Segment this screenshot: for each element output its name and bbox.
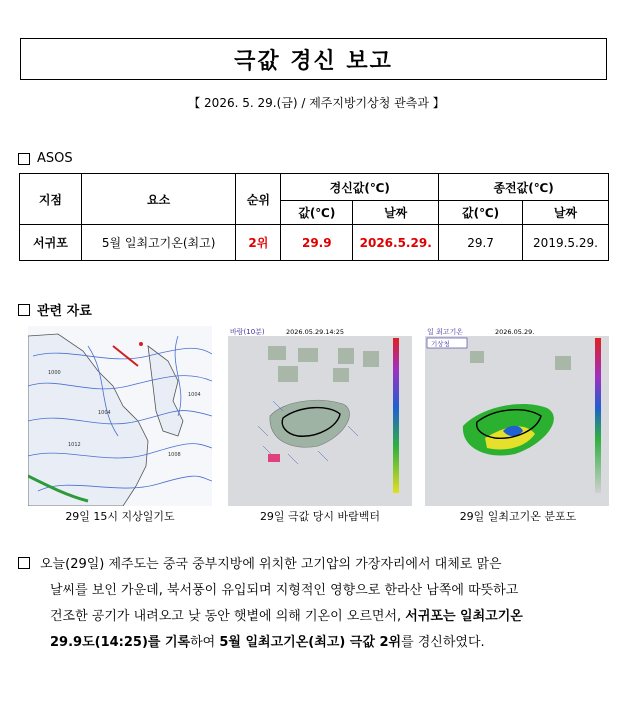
- report-subtitle: 【 2026. 5. 29.(금) / 제주지방기상청 관측과 】: [188, 96, 445, 110]
- wind-map-time: 2026.05.29.14:25: [286, 328, 345, 336]
- cell-rank: 2위: [236, 225, 281, 261]
- checkbox-icon: [18, 304, 30, 316]
- surface-weather-chart: [28, 326, 212, 506]
- related-section-heading: 관련 자료: [18, 300, 92, 319]
- report-title: 극값 경신 보고: [234, 48, 393, 74]
- temp-map-time: 2026.05.29.: [495, 328, 535, 336]
- related-images: [0, 326, 633, 526]
- svg-text:1008: 1008: [168, 452, 181, 458]
- header-new-group: 경신값(℃): [281, 174, 439, 201]
- temp-map-title: 일 최고기온: [427, 328, 464, 336]
- header-prev-date: 날짜: [523, 201, 609, 225]
- header-new-date: 날짜: [353, 201, 439, 225]
- caption-surface-chart: 29일 15시 지상일기도: [65, 510, 175, 523]
- header-prev-group: 종전값(℃): [439, 174, 609, 201]
- summary-paragraph: 오늘(29일) 제주도는 중국 중부지방에 위치한 고기압의 가장자리에서 대체로 맑은 날씨를 보인 가운데, 북서풍이 유입되며 지형적인 영향으로 한라산 남쪽에 따뜻하고 건조한 공기가 내려오고 낮 동안 햇볕에 의해 기온이 오르면서, 서귀포는 일최고기온 29.9도(14:25)를 기록하여 5월 일최고기온(최고) 극값 2위를 경신하였다.: [18, 552, 614, 656]
- svg-text:1012: 1012: [68, 442, 81, 448]
- svg-text:1000: 1000: [48, 370, 61, 376]
- wind-vector-map: [228, 326, 412, 506]
- report-title-box: [20, 38, 607, 80]
- svg-text:1004: 1004: [98, 410, 111, 416]
- header-element: 요소: [81, 174, 236, 225]
- cell-new-date: 2026.5.29.: [353, 225, 439, 261]
- cell-station: 서귀포: [20, 225, 82, 261]
- svg-text:1004: 1004: [188, 392, 201, 398]
- header-station: 지점: [20, 174, 82, 225]
- header-prev-value: 값(℃): [439, 201, 523, 225]
- asos-section-heading: ASOS: [18, 151, 73, 166]
- checkbox-icon: [18, 153, 30, 165]
- cell-prev-value: 29.7: [439, 225, 523, 261]
- caption-temperature-map: 29일 일최고기온 분포도: [459, 510, 577, 523]
- header-rank: 순위: [236, 174, 281, 225]
- caption-wind-vector: 29일 극값 당시 바람벡터: [259, 510, 381, 523]
- max-temperature-map: [425, 326, 609, 506]
- checkbox-icon: [18, 557, 30, 569]
- wind-map-title: 바람(10분): [230, 328, 265, 336]
- cell-element: 5월 일최고기온(최고): [81, 225, 236, 261]
- record-table: [19, 173, 609, 261]
- cell-new-value: 29.9: [281, 225, 353, 261]
- temp-map-label: 기상청: [431, 340, 450, 348]
- cell-prev-date: 2019.5.29.: [523, 225, 609, 261]
- header-new-value: 값(℃): [281, 201, 353, 225]
